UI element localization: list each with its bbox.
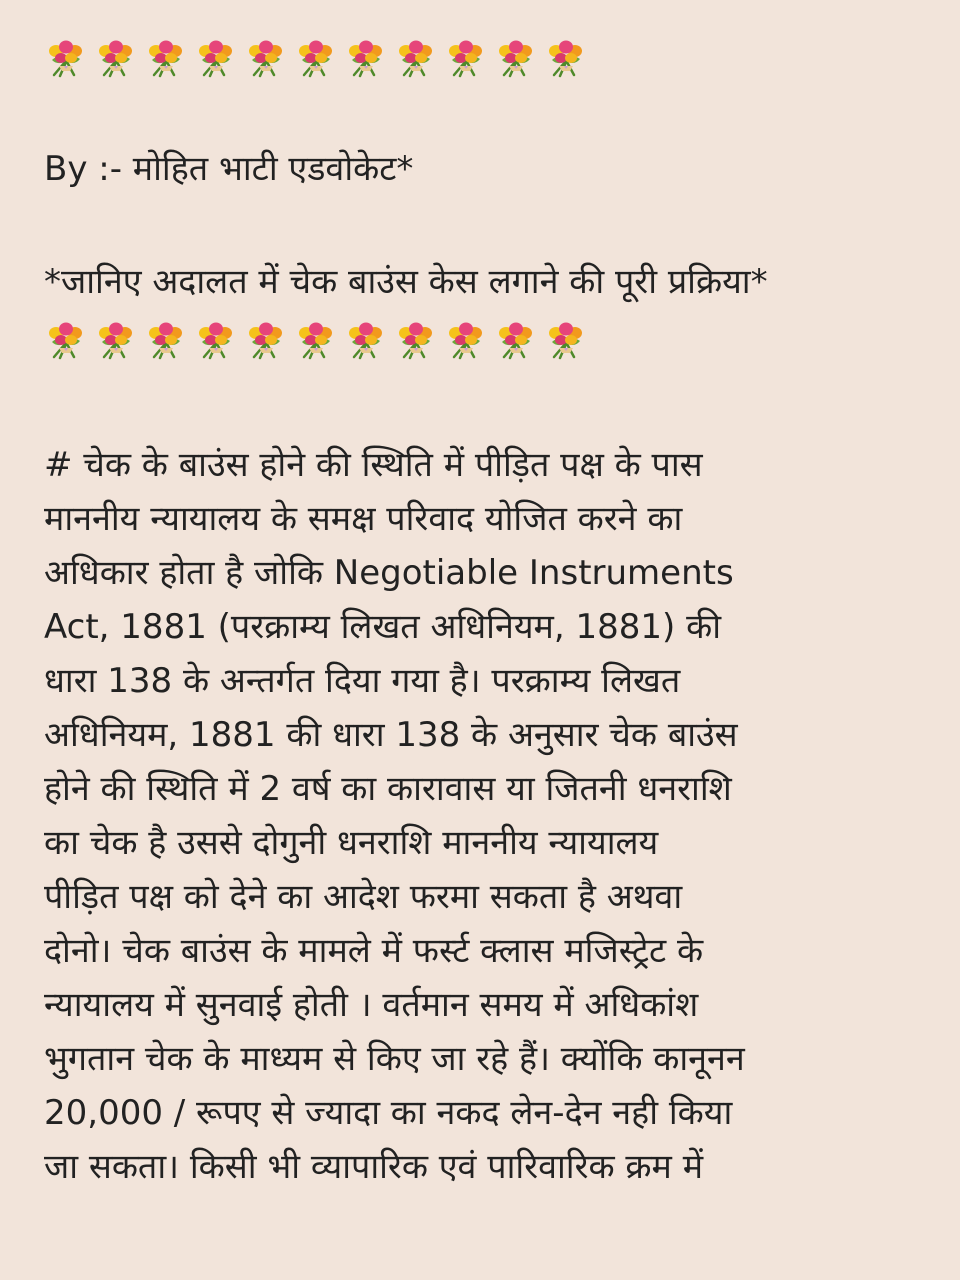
body-line: 20,000 / रूपए से ज्यादा का नकद लेन-देन नही किया [44,1093,733,1133]
bouquet-icon [394,320,438,360]
bouquet-icon [244,320,288,360]
body-line: दोनो। चेक बाउंस के मामले में फर्स्ट क्लास मजिस्ट्रेट के [44,931,704,971]
bouquet-icon [394,38,438,78]
body-line: # चेक के बाउंस होने की स्थिति में पीड़ित पक्ष के पास [44,445,703,485]
bouquet-icon [494,320,538,360]
body-line: भुगतान चेक के माध्यम से किए जा रहे हैं। क्योंकि कानूनन [44,1039,745,1079]
bouquet-icon [494,38,538,78]
byline: By :- मोहित भाटी एडवोकेट* [44,149,414,189]
bouquet-icon [294,38,338,78]
bouquet-icon [44,320,88,360]
body-line: Act, 1881 (परक्राम्य लिखत अधिनियम, 1881) की [44,607,722,647]
bouquet-row-second [44,320,588,360]
bouquet-icon [344,38,388,78]
bouquet-icon [444,38,488,78]
bouquet-icon [544,320,588,360]
bouquet-icon [194,38,238,78]
bouquet-icon [194,320,238,360]
body-line: माननीय न्यायालय के समक्ष परिवाद योजित करने का [44,499,683,539]
bouquet-icon [94,320,138,360]
body-line: जा सकता। किसी भी व्यापारिक एवं पारिवारिक क्रम में [44,1147,704,1187]
bouquet-icon [444,320,488,360]
bouquet-icon [544,38,588,78]
body-text [44,438,944,1194]
bouquet-icon [344,320,388,360]
body-line: अधिकार होता है जोकि Negotiable Instruments [44,553,734,593]
body-line: धारा 138 के अन्तर्गत दिया गया है। परक्राम्य लिखत [44,661,681,701]
body-line: अधिनियम, 1881 की धारा 138 के अनुसार चेक बाउंस [44,715,738,755]
bouquet-icon [94,38,138,78]
bouquet-icon [294,320,338,360]
bouquet-icon [144,38,188,78]
body-line: न्यायालय में सुनवाई होती । वर्तमान समय में अधिकांश [44,985,699,1025]
body-line: पीड़ित पक्ष को देने का आदेश फरमा सकता है अथवा [44,877,683,917]
body-line: होने की स्थिति में 2 वर्ष का कारावास या जितनी धनराशि [44,769,732,809]
headline: *जानिए अदालत में चेक बाउंस केस लगाने की पूरी प्रक्रिया* [44,262,768,302]
bouquet-icon [244,38,288,78]
bouquet-icon [144,320,188,360]
body-line: का चेक है उससे दोगुनी धनराशि माननीय न्यायालय [44,823,659,863]
bouquet-row-top [44,38,588,78]
bouquet-icon [44,38,88,78]
